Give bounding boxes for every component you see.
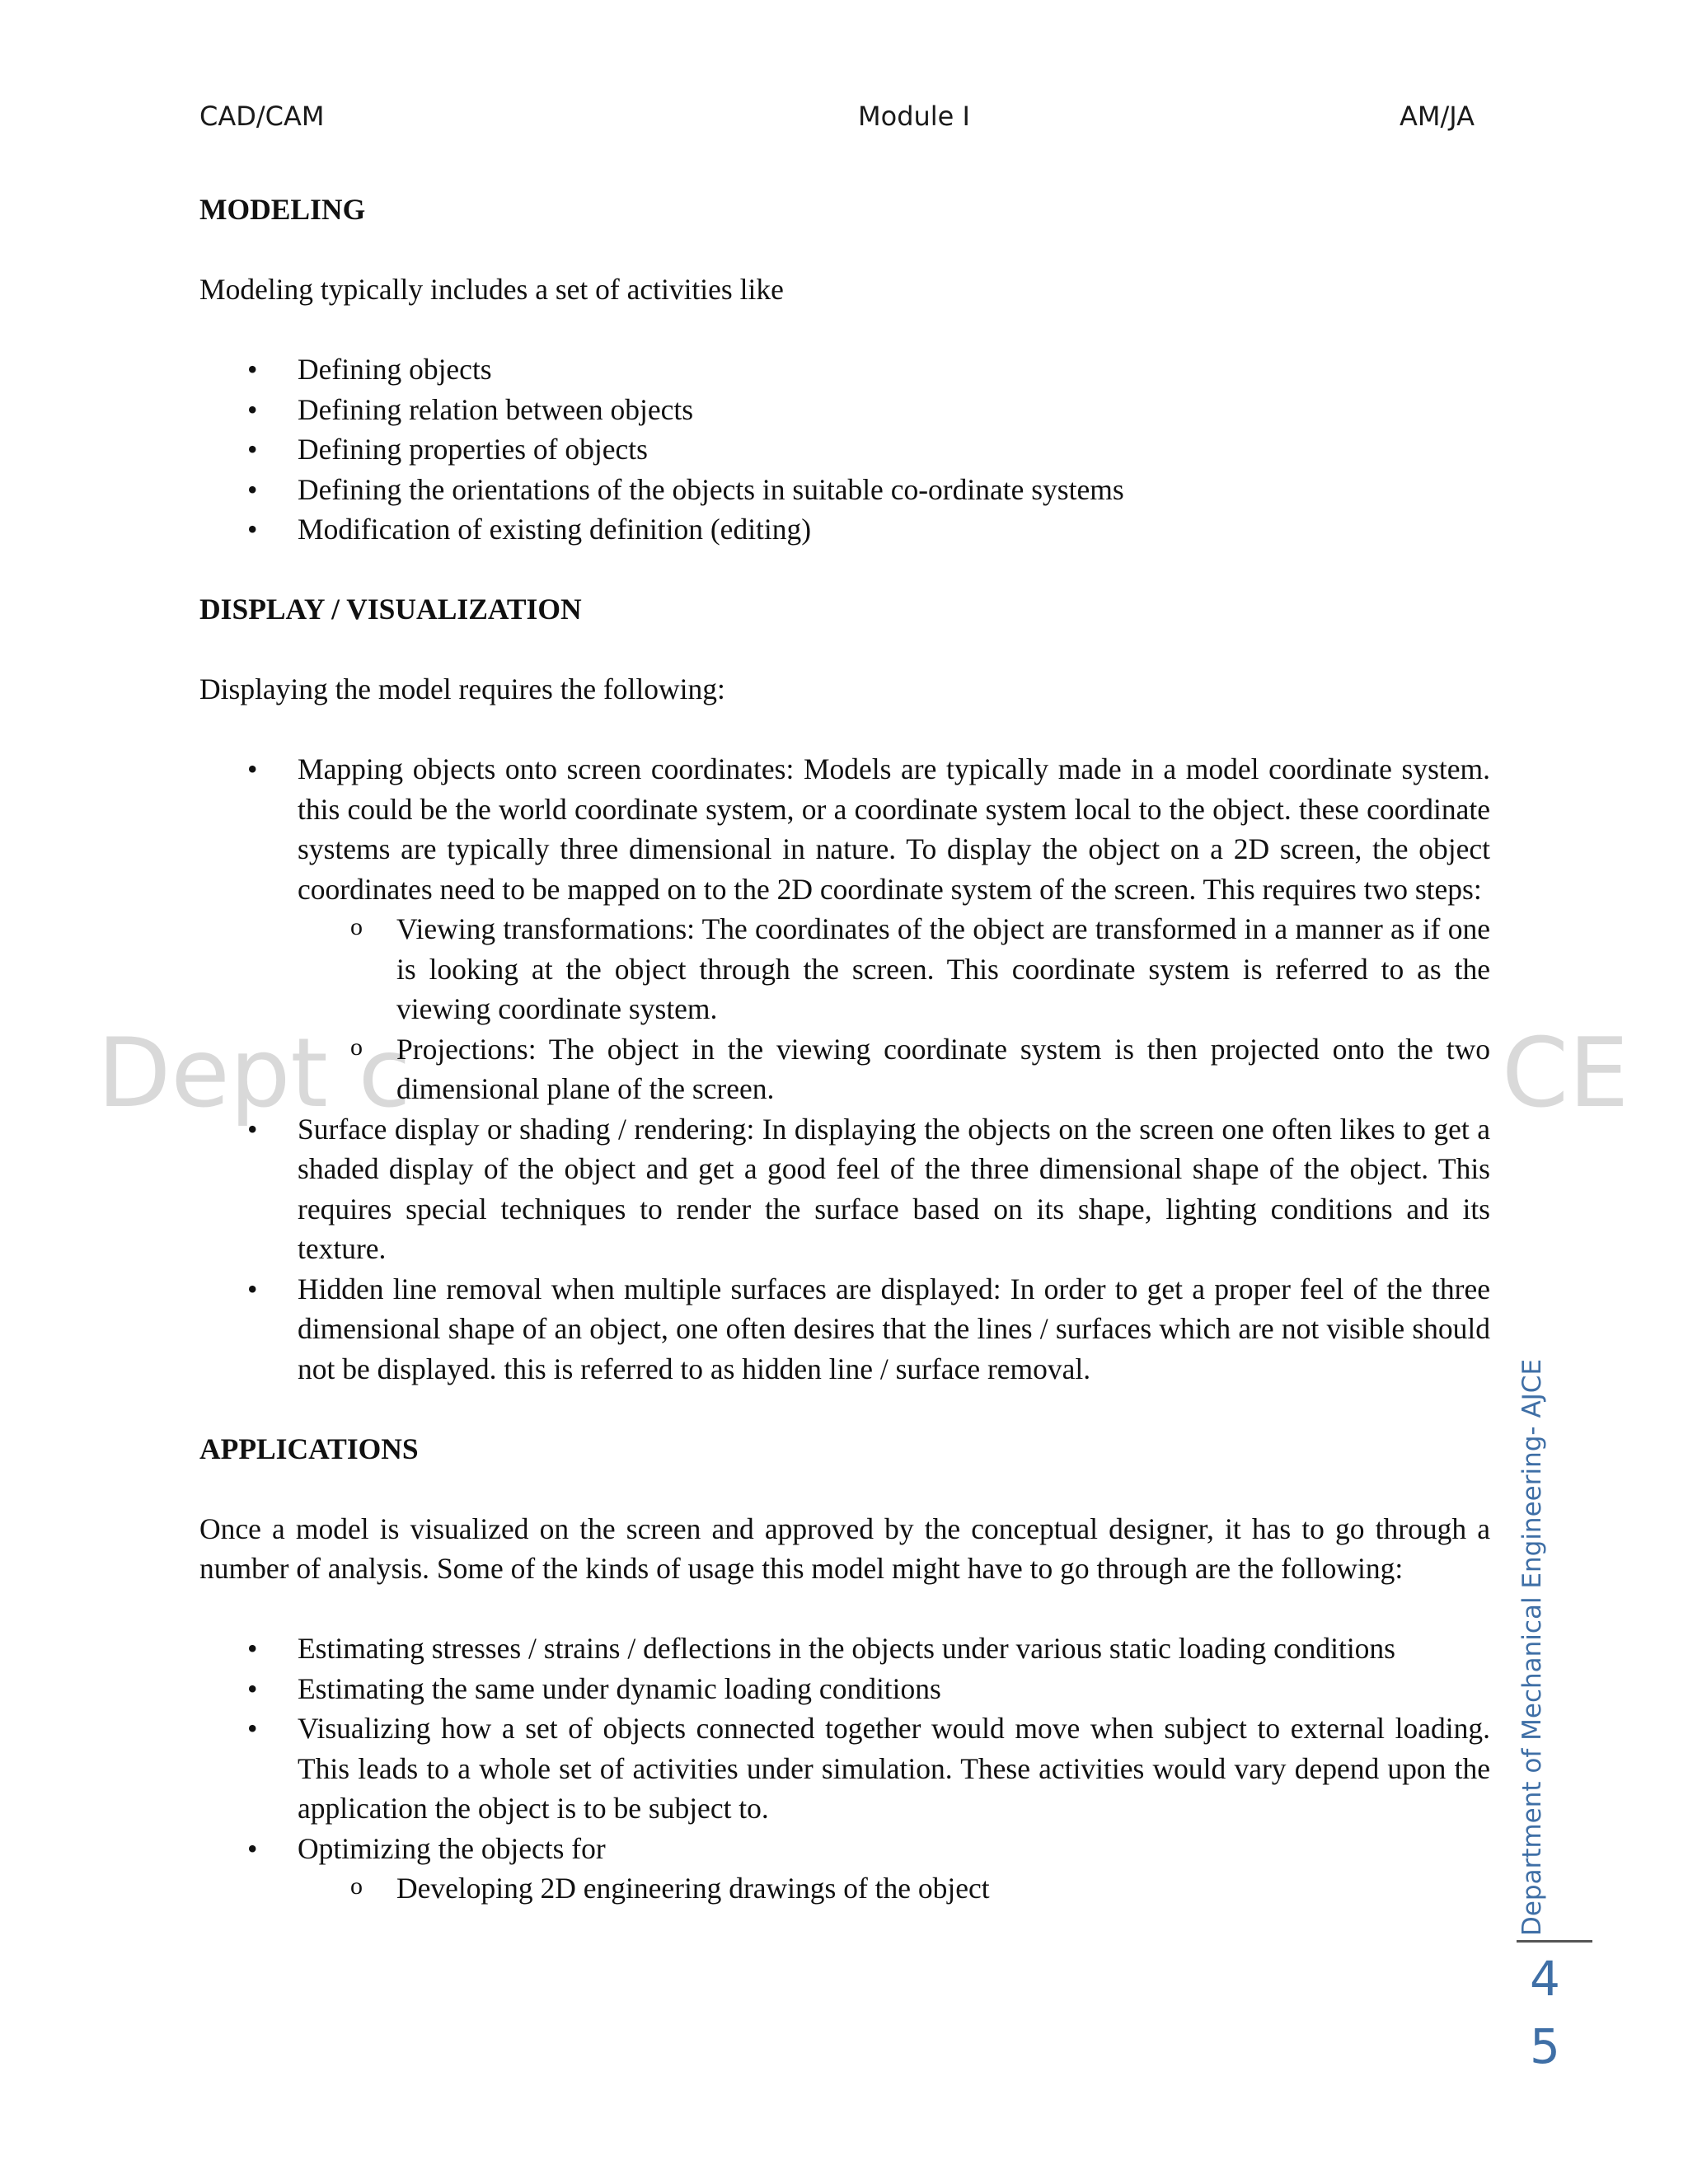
list-item: • Hidden line removal when multiple surfaces are displayed: In order to get a proper feel of the three dimensional shape of an object, one often desires that the lines / surfaces which are not visible should not be displayed. this is referred to as hidden line / surface removal.	[199, 1269, 1490, 1390]
list-item: • Defining objects	[199, 349, 1490, 390]
list-item	[199, 1829, 1490, 1909]
watermark-left: Dept c	[97, 1018, 411, 1129]
page-body	[199, 190, 1490, 1909]
sidebar-divider	[1517, 1940, 1592, 1943]
display-sublist	[298, 909, 1490, 1109]
display-item-mapping: • Mapping objects onto screen coordinates: Models are typically made in a model coordinate system. this could be the world coordinate system, or a coordinate system local to the object. these coordinate systems are typically three dimensional in nature. To display the object on a 2D screen, the object coordinates need to be mapped on to the 2D coordinate system of the screen. This requires two steps:	[298, 752, 1490, 906]
list-item: • Modification of existing definition (editing)	[199, 509, 1490, 550]
list-item: • Estimating stresses / strains / deflections in the objects under various static loading conditions	[199, 1629, 1490, 1669]
list-item: • Defining the orientations of the objects in suitable co-ordinate systems	[199, 470, 1490, 510]
watermark-right: CE	[1502, 1018, 1629, 1129]
list-item: • Defining properties of objects	[199, 429, 1490, 470]
header-initials: AM/JA	[1400, 101, 1475, 132]
applications-list	[199, 1629, 1490, 1909]
list-item: • Estimating the same under dynamic loading conditions	[199, 1669, 1490, 1709]
sub-list-item: o Viewing transformations: The coordinates of the object are transformed in a manner as if one is looking at the object through the screen. This coordinate system is referred to as the viewing coordinate system.	[298, 909, 1490, 1029]
section-heading-applications: APPLICATIONS	[199, 1432, 419, 1465]
section-heading-modeling: MODELING	[199, 193, 366, 226]
list-item: • Defining relation between objects	[199, 390, 1490, 430]
sub-list-item: o Projections: The object in the viewing coordinate system is then projected onto the two dimensional plane of the screen.	[298, 1029, 1490, 1109]
list-item: • Surface display or shading / rendering: In displaying the objects on the screen one often likes to get a shaded display of the object and get a good feel of the three dimensional shape of the object. This requires special techniques to render the surface based on its shape, lighting conditions and its texture.	[199, 1109, 1490, 1269]
header-course: CAD/CAM	[199, 101, 325, 132]
list-item: • Visualizing how a set of objects connected together would move when subject to external loading. This leads to a whole set of activities under simulation. These activities would vary depend upon the application the object is to be subject to.	[199, 1708, 1490, 1829]
section-heading-display: DISPLAY / VISUALIZATION	[199, 593, 582, 626]
list-item	[199, 749, 1490, 1109]
display-intro: Displaying the model requires the following:	[199, 673, 725, 705]
applications-item-optimizing: • Optimizing the objects for	[298, 1831, 606, 1865]
modeling-list	[199, 349, 1490, 550]
sub-list-item: o Developing 2D engineering drawings of the object	[298, 1868, 1490, 1909]
applications-intro: Once a model is visualized on the screen and approved by the conceptual designer, it has to go through a number of analysis. Some of the kinds of usage this model might have to go through are the following:	[199, 1511, 1490, 1585]
header-module: Module I	[858, 101, 970, 132]
page-number-digit: 4	[1530, 1951, 1560, 2007]
display-list	[199, 749, 1490, 1389]
applications-sublist	[298, 1868, 1490, 1909]
modeling-intro: Modeling typically includes a set of activities like	[199, 273, 784, 306]
page-number-digit: 5	[1530, 2018, 1560, 2074]
department-label: Department of Mechanical Engineering- AJCE	[1517, 1358, 1547, 1937]
sidebar-department	[1513, 1358, 1551, 1937]
